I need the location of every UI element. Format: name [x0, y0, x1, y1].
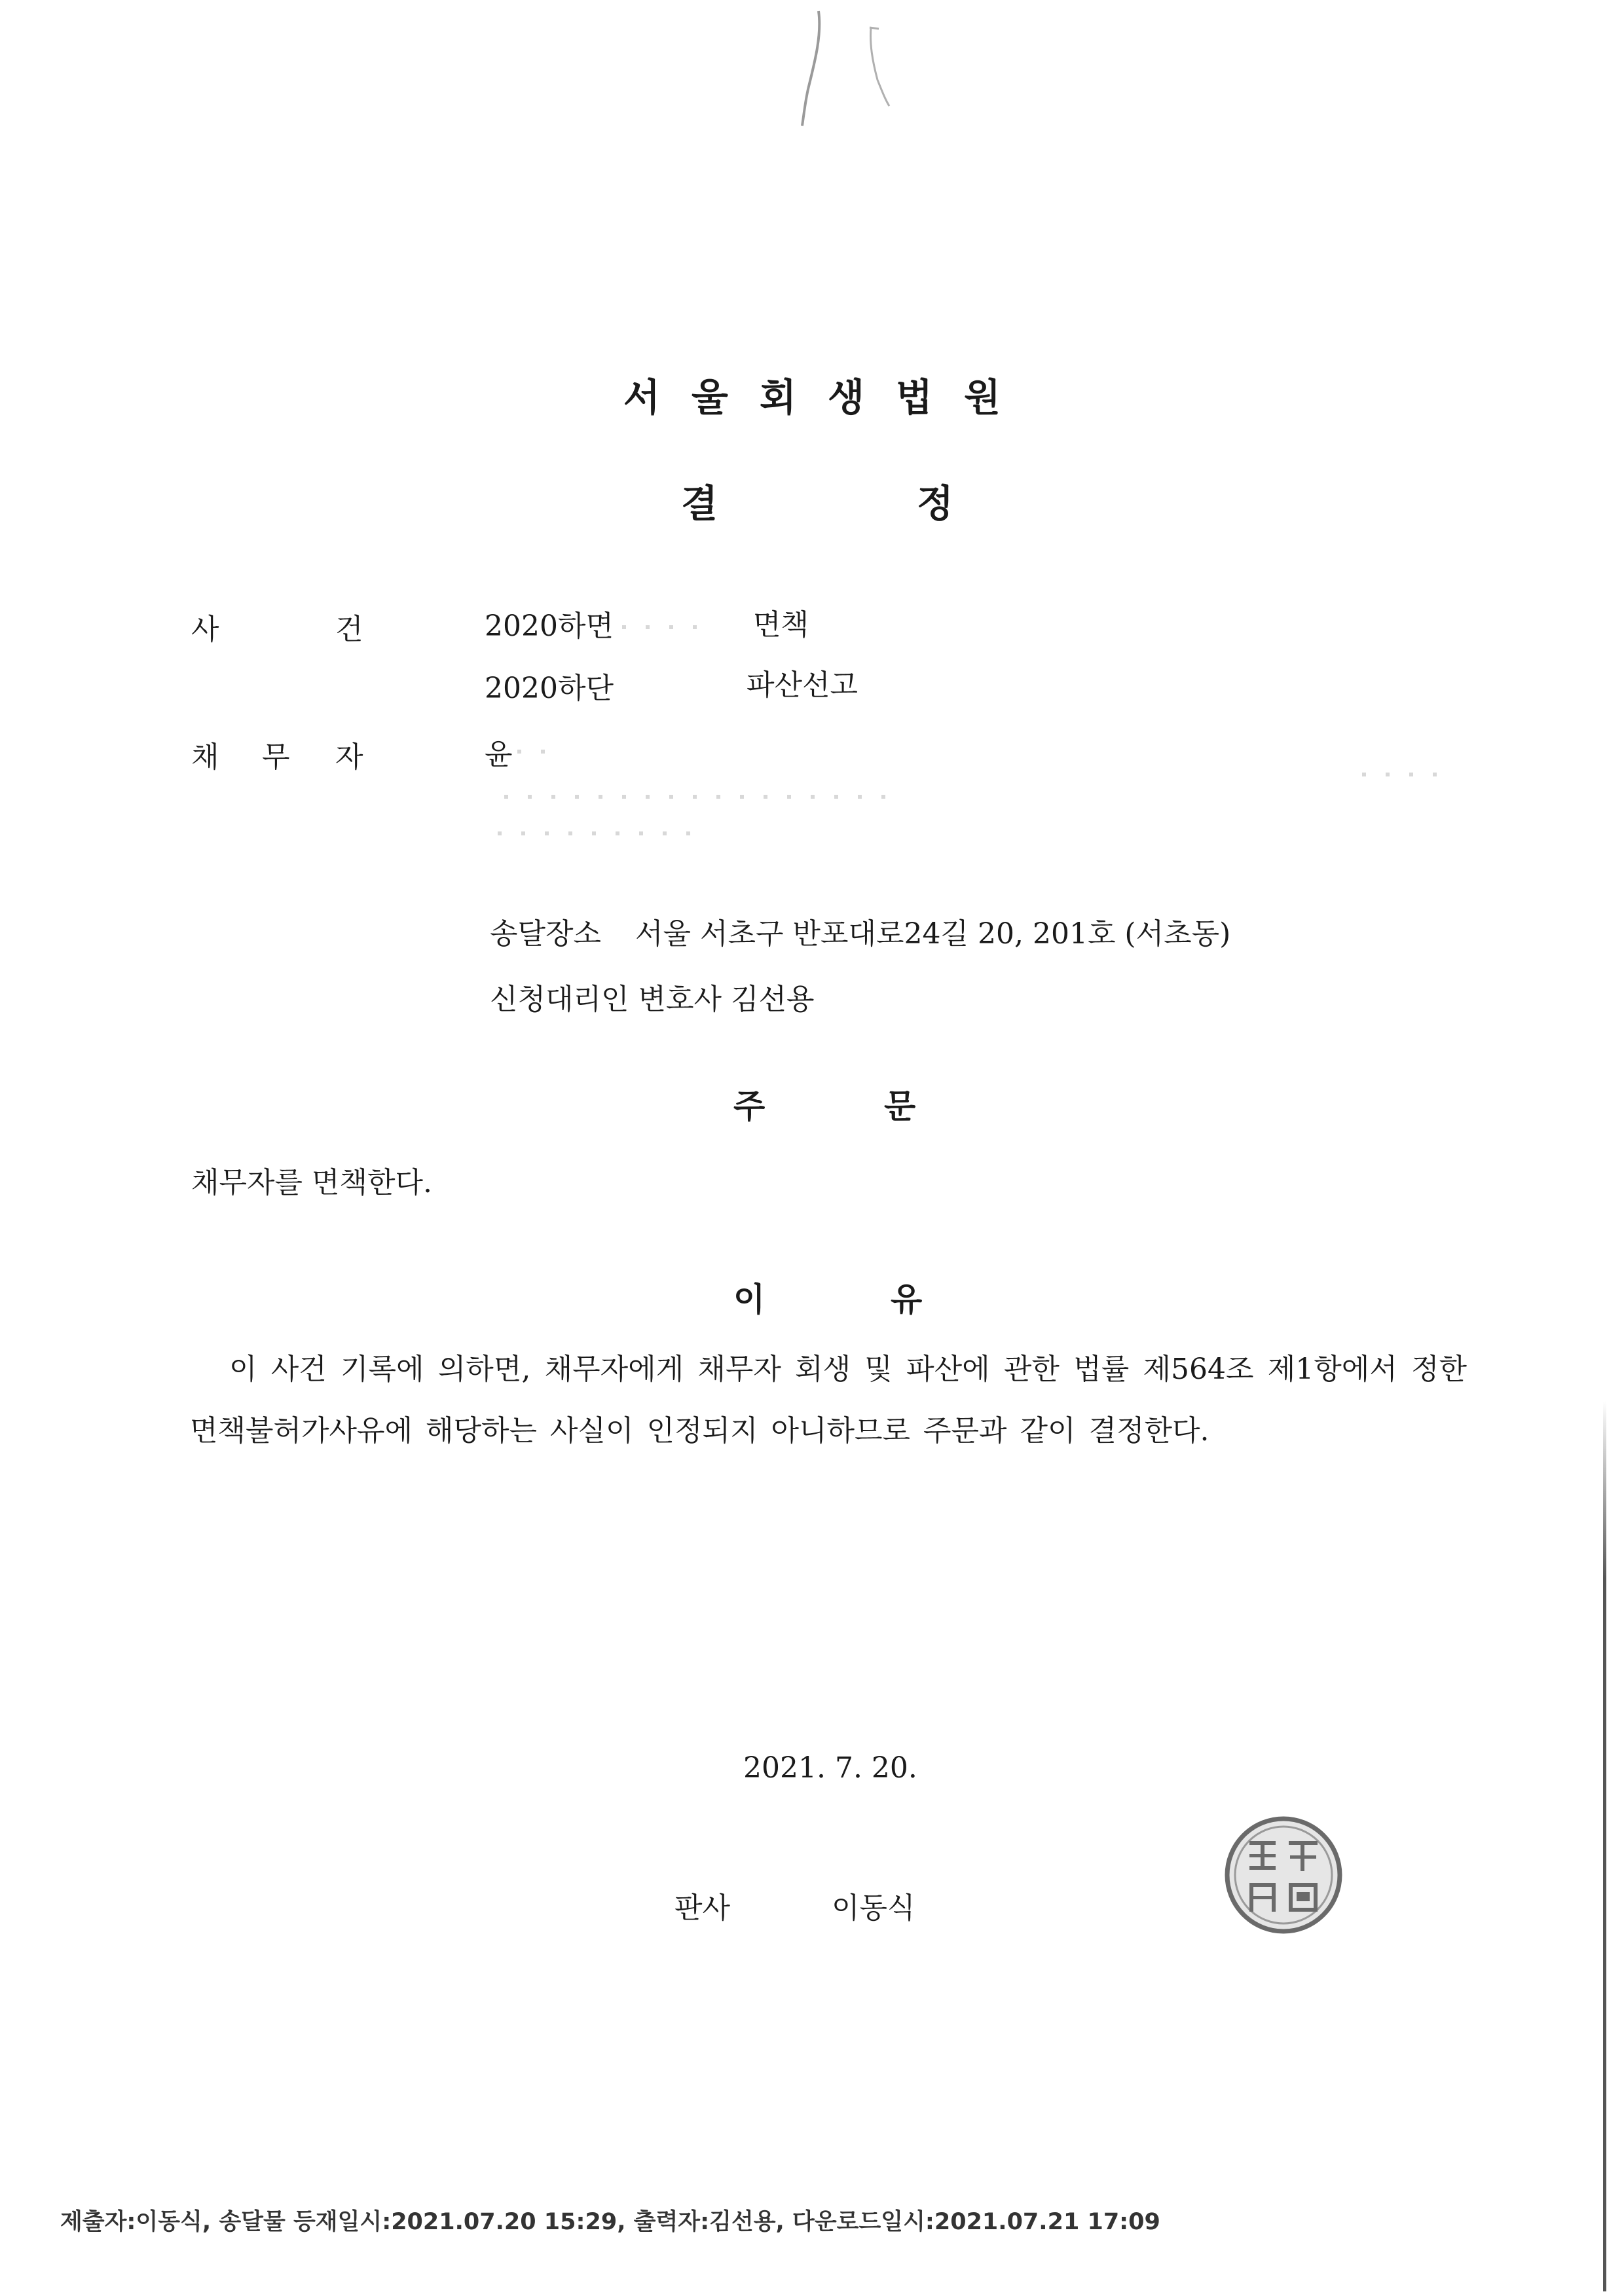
agent-name: 김선용: [731, 983, 815, 1016]
debtor-label-char-3: 자: [335, 740, 363, 774]
order-text: 채무자를 면책한다.: [191, 1166, 433, 1199]
redaction: [622, 625, 714, 629]
service-address: 서울 서초구 반포대로24길 20, 201호 (서초동): [635, 917, 1231, 951]
handwritten-mark: [786, 8, 904, 139]
case-number-2: 2020하단: [485, 672, 614, 705]
case-type-1: 면책: [753, 608, 809, 642]
redaction: [1362, 773, 1441, 776]
reason-text-body: 이 사건 기록에 의하면, 채무자에게 채무자 회생 및 파산에 관한 법률 제564조 제1항에서 정한 면책불허가사유에 해당하는 사실이 인정되지 아니하므로 주문과 같이 결정한다.: [190, 1353, 1467, 1448]
redaction: [498, 831, 694, 835]
judge-seal-stamp: [1223, 1815, 1344, 1935]
redaction: [517, 750, 557, 754]
order-heading-second: 문: [884, 1087, 916, 1125]
agent-label: 신청대리인 변호사: [490, 983, 722, 1016]
reason-heading-first: 이: [733, 1281, 766, 1319]
judge-title: 판사: [674, 1891, 731, 1925]
judge-name: 이동식: [832, 1891, 915, 1925]
document-title-first: 결: [681, 481, 718, 526]
footer-metadata: 제출자:이동식, 송달물 등재일시:2021.07.20 15:29, 출력자:김선용, 다운로드일시:2021.07.21 17:09: [60, 2209, 1160, 2235]
reason-heading-second: 유: [891, 1281, 923, 1319]
case-label-char-2: 건: [335, 613, 363, 646]
order-heading-first: 주: [733, 1087, 766, 1125]
scan-edge-line: [1603, 1401, 1606, 2291]
case-label-char-1: 사: [191, 613, 219, 646]
debtor-label-char-1: 채: [191, 740, 219, 774]
case-number-1: 2020하면: [485, 610, 614, 643]
document-title-second: 정: [917, 481, 954, 526]
case-type-2: 파산선고: [747, 668, 858, 702]
service-address-line: [490, 910, 1230, 952]
agent-line: [490, 975, 815, 1017]
redaction: [504, 795, 897, 799]
debtor-label-char-2: 무: [262, 740, 290, 774]
service-address-label: 송달장소: [490, 917, 602, 951]
court-name: 서울회생법원: [623, 375, 1033, 420]
debtor-name: 윤: [485, 738, 513, 771]
decision-date: 2021. 7. 20.: [743, 1751, 917, 1785]
reason-text: [190, 1339, 1467, 1462]
